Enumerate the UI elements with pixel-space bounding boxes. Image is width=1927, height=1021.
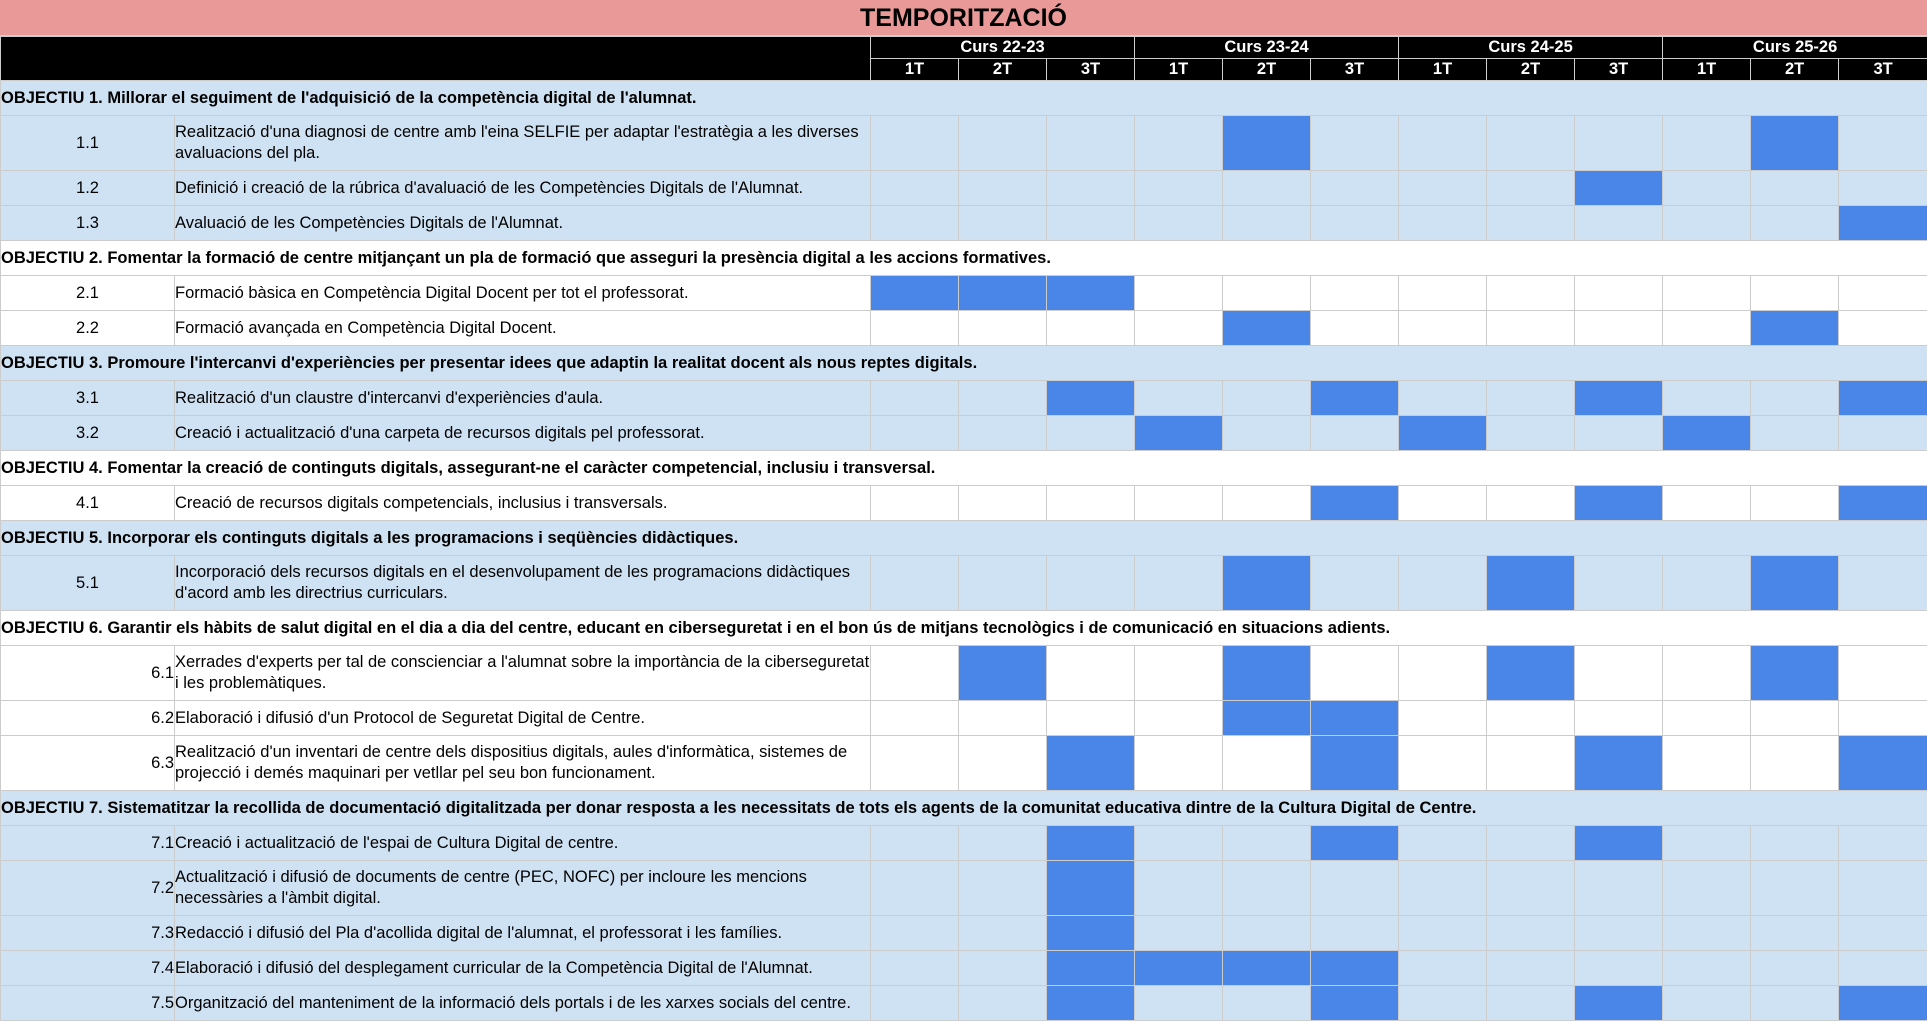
term-header[interactable]: 1T xyxy=(871,59,959,81)
term-header[interactable]: 3T xyxy=(1311,59,1399,81)
scheduled-cell[interactable] xyxy=(1487,556,1575,611)
empty-cell[interactable] xyxy=(959,986,1047,1021)
action-number[interactable]: 6.3 xyxy=(1,736,175,791)
scheduled-cell[interactable] xyxy=(1311,381,1399,416)
action-row xyxy=(1,951,1927,986)
action-number[interactable]: 2.2 xyxy=(1,311,175,346)
action-description[interactable]: Incorporació dels recursos digitals en el desenvolupament de les programacions didàctiques d'acord amb les directrius curriculars. xyxy=(175,556,871,611)
empty-cell[interactable] xyxy=(1399,701,1487,736)
action-number[interactable]: 3.2 xyxy=(1,416,175,451)
empty-cell[interactable] xyxy=(1575,951,1663,986)
empty-cell[interactable] xyxy=(959,381,1047,416)
empty-cell[interactable] xyxy=(1751,986,1839,1021)
empty-cell[interactable] xyxy=(1663,951,1751,986)
action-description[interactable]: Actualització i difusió de documents de centre (PEC, NOFC) per incloure les mencions necessàries a l'àmbit digital. xyxy=(175,861,871,916)
empty-cell[interactable] xyxy=(871,311,959,346)
empty-cell[interactable] xyxy=(871,381,959,416)
scheduled-cell[interactable] xyxy=(1575,986,1663,1021)
empty-cell[interactable] xyxy=(1663,276,1751,311)
empty-cell[interactable] xyxy=(1751,381,1839,416)
scheduled-cell[interactable] xyxy=(1135,416,1223,451)
course-header[interactable]: Curs 22-23 xyxy=(871,37,1135,59)
empty-cell[interactable] xyxy=(1839,861,1927,916)
empty-cell[interactable] xyxy=(1487,986,1575,1021)
empty-cell[interactable] xyxy=(1751,826,1839,861)
empty-cell[interactable] xyxy=(1223,206,1311,241)
empty-cell[interactable] xyxy=(1399,311,1487,346)
action-description[interactable]: Avaluació de les Competències Digitals de l'Alumnat. xyxy=(175,206,871,241)
objective-label[interactable]: OBJECTIU 6. Garantir els hàbits de salut digital en el dia a dia del centre, educant en ciberseguretat i en el bon ús de mitjans tecnològics i de comunicació en situacions adients. xyxy=(1,611,1927,646)
action-description[interactable]: Formació bàsica en Competència Digital Docent per tot el professorat. xyxy=(175,276,871,311)
empty-cell[interactable] xyxy=(871,171,959,206)
empty-cell[interactable] xyxy=(959,556,1047,611)
empty-cell[interactable] xyxy=(1839,276,1927,311)
scheduled-cell[interactable] xyxy=(1751,311,1839,346)
empty-cell[interactable] xyxy=(1135,206,1223,241)
objective-label[interactable]: OBJECTIU 5. Incorporar els continguts digitals a les programacions i seqüències didàctiques. xyxy=(1,521,1927,556)
action-number[interactable]: 3.1 xyxy=(1,381,175,416)
scheduled-cell[interactable] xyxy=(1839,381,1927,416)
empty-cell[interactable] xyxy=(1223,916,1311,951)
empty-cell[interactable] xyxy=(1399,206,1487,241)
term-header[interactable]: 3T xyxy=(1839,59,1927,81)
scheduled-cell[interactable] xyxy=(1047,736,1135,791)
empty-cell[interactable] xyxy=(959,826,1047,861)
empty-cell[interactable] xyxy=(1839,556,1927,611)
action-row xyxy=(1,861,1927,916)
objective-row xyxy=(1,81,1927,116)
term-header[interactable]: 1T xyxy=(1399,59,1487,81)
action-description[interactable]: Organització del manteniment de la informació dels portals i de les xarxes socials del centre. xyxy=(175,986,871,1021)
action-description[interactable]: Definició i creació de la rúbrica d'avaluació de les Competències Digitals de l'Alumnat. xyxy=(175,171,871,206)
scheduled-cell[interactable] xyxy=(1751,116,1839,171)
empty-cell[interactable] xyxy=(1135,646,1223,701)
scheduled-cell[interactable] xyxy=(1311,951,1399,986)
action-row xyxy=(1,116,1927,171)
empty-cell[interactable] xyxy=(1047,116,1135,171)
empty-cell[interactable] xyxy=(871,736,959,791)
empty-cell[interactable] xyxy=(1663,736,1751,791)
action-number[interactable]: 7.2 xyxy=(1,861,175,916)
scheduled-cell[interactable] xyxy=(1047,986,1135,1021)
empty-cell[interactable] xyxy=(959,736,1047,791)
objective-row xyxy=(1,451,1927,486)
action-number[interactable]: 6.1 xyxy=(1,646,175,701)
empty-cell[interactable] xyxy=(1399,646,1487,701)
scheduled-cell[interactable] xyxy=(1223,556,1311,611)
empty-cell[interactable] xyxy=(1751,171,1839,206)
scheduled-cell[interactable] xyxy=(1751,556,1839,611)
action-number[interactable]: 7.5 xyxy=(1,986,175,1021)
term-header[interactable]: 2T xyxy=(1223,59,1311,81)
empty-cell[interactable] xyxy=(1047,416,1135,451)
empty-cell[interactable] xyxy=(959,951,1047,986)
action-number[interactable]: 4.1 xyxy=(1,486,175,521)
action-description[interactable]: Elaboració i difusió d'un Protocol de Seguretat Digital de Centre. xyxy=(175,701,871,736)
scheduled-cell[interactable] xyxy=(1839,736,1927,791)
empty-cell[interactable] xyxy=(871,826,959,861)
empty-cell[interactable] xyxy=(1839,951,1927,986)
empty-cell[interactable] xyxy=(1751,416,1839,451)
empty-cell[interactable] xyxy=(1223,986,1311,1021)
scheduled-cell[interactable] xyxy=(1575,826,1663,861)
empty-cell[interactable] xyxy=(871,556,959,611)
empty-cell[interactable] xyxy=(1839,826,1927,861)
action-number[interactable]: 1.2 xyxy=(1,171,175,206)
scheduled-cell[interactable] xyxy=(1047,916,1135,951)
empty-cell[interactable] xyxy=(1399,826,1487,861)
empty-cell[interactable] xyxy=(1751,486,1839,521)
empty-cell[interactable] xyxy=(959,916,1047,951)
empty-cell[interactable] xyxy=(871,916,959,951)
scheduled-cell[interactable] xyxy=(1311,701,1399,736)
action-row xyxy=(1,381,1927,416)
empty-cell[interactable] xyxy=(1575,701,1663,736)
empty-cell[interactable] xyxy=(1223,276,1311,311)
empty-cell[interactable] xyxy=(1399,381,1487,416)
course-header[interactable]: Curs 23-24 xyxy=(1135,37,1399,59)
empty-cell[interactable] xyxy=(959,311,1047,346)
scheduled-cell[interactable] xyxy=(1839,486,1927,521)
term-header[interactable]: 2T xyxy=(1487,59,1575,81)
scheduled-cell[interactable] xyxy=(1663,416,1751,451)
action-number[interactable]: 5.1 xyxy=(1,556,175,611)
empty-cell[interactable] xyxy=(959,701,1047,736)
scheduled-cell[interactable] xyxy=(1575,171,1663,206)
scheduled-cell[interactable] xyxy=(871,276,959,311)
empty-cell[interactable] xyxy=(1751,916,1839,951)
action-row xyxy=(1,556,1927,611)
action-row xyxy=(1,646,1927,701)
empty-cell[interactable] xyxy=(871,206,959,241)
action-row xyxy=(1,486,1927,521)
objective-label[interactable]: OBJECTIU 2. Fomentar la formació de centre mitjançant un pla de formació que asseguri la presència digital a les accions formatives. xyxy=(1,241,1927,276)
objective-label[interactable]: OBJECTIU 7. Sistematitzar la recollida de documentació digitalitzada per donar resposta a les necessitats de tots els agents de la comunitat educativa dintre de la Cultura Digital de Centre. xyxy=(1,791,1927,826)
empty-cell[interactable] xyxy=(871,416,959,451)
empty-cell[interactable] xyxy=(1663,861,1751,916)
action-number[interactable]: 7.3 xyxy=(1,916,175,951)
empty-cell[interactable] xyxy=(1399,916,1487,951)
action-row xyxy=(1,701,1927,736)
course-header[interactable]: Curs 25-26 xyxy=(1663,37,1927,59)
empty-cell[interactable] xyxy=(1663,646,1751,701)
empty-cell[interactable] xyxy=(1487,861,1575,916)
empty-cell[interactable] xyxy=(959,206,1047,241)
empty-cell[interactable] xyxy=(1487,116,1575,171)
action-row xyxy=(1,276,1927,311)
empty-cell[interactable] xyxy=(1487,826,1575,861)
empty-cell[interactable] xyxy=(1487,701,1575,736)
empty-cell[interactable] xyxy=(1751,276,1839,311)
action-description[interactable]: Realització d'un inventari de centre dels dispositius digitals, aules d'informàtica, sistemes de projecció i demés maquinari per vetllar pel seu bon funcionament. xyxy=(175,736,871,791)
empty-cell[interactable] xyxy=(871,951,959,986)
empty-cell[interactable] xyxy=(1487,916,1575,951)
objective-label[interactable]: OBJECTIU 4. Fomentar la creació de continguts digitals, assegurant-ne el caràcter competencial, inclusiu i transversal. xyxy=(1,451,1927,486)
empty-cell[interactable] xyxy=(959,416,1047,451)
action-description[interactable]: Xerrades d'experts per tal de conscienciar a l'alumnat sobre la importància de la ciberseguretat i les problemàtiques. xyxy=(175,646,871,701)
empty-cell[interactable] xyxy=(1487,276,1575,311)
empty-cell[interactable] xyxy=(1751,736,1839,791)
empty-cell[interactable] xyxy=(1223,826,1311,861)
term-header[interactable]: 1T xyxy=(1663,59,1751,81)
header-corner xyxy=(1,37,871,81)
empty-cell[interactable] xyxy=(1311,646,1399,701)
empty-cell[interactable] xyxy=(1135,311,1223,346)
empty-cell[interactable] xyxy=(1311,416,1399,451)
scheduled-cell[interactable] xyxy=(1311,826,1399,861)
objective-label[interactable]: OBJECTIU 3. Promoure l'intercanvi d'experiències per presentar idees que adaptin la realitat docent als nous reptes digitals. xyxy=(1,346,1927,381)
scheduled-cell[interactable] xyxy=(1399,416,1487,451)
empty-cell[interactable] xyxy=(1663,986,1751,1021)
empty-cell[interactable] xyxy=(1311,206,1399,241)
empty-cell[interactable] xyxy=(1399,486,1487,521)
empty-cell[interactable] xyxy=(1047,556,1135,611)
empty-cell[interactable] xyxy=(1575,116,1663,171)
action-description[interactable]: Redacció i difusió del Pla d'acollida digital de l'alumnat, el professorat i les famílies. xyxy=(175,916,871,951)
action-description[interactable]: Elaboració i difusió del desplegament curricular de la Competència Digital de l'Alumnat. xyxy=(175,951,871,986)
empty-cell[interactable] xyxy=(959,116,1047,171)
empty-cell[interactable] xyxy=(1751,951,1839,986)
empty-cell[interactable] xyxy=(959,486,1047,521)
action-number[interactable]: 1.1 xyxy=(1,116,175,171)
empty-cell[interactable] xyxy=(1663,916,1751,951)
action-description[interactable]: Realització d'un claustre d'intercanvi d'experiències d'aula. xyxy=(175,381,871,416)
empty-cell[interactable] xyxy=(1399,276,1487,311)
empty-cell[interactable] xyxy=(1575,416,1663,451)
empty-cell[interactable] xyxy=(1575,206,1663,241)
action-description[interactable]: Creació de recursos digitals competencials, inclusius i transversals. xyxy=(175,486,871,521)
scheduled-cell[interactable] xyxy=(1223,646,1311,701)
empty-cell[interactable] xyxy=(1575,311,1663,346)
action-description[interactable]: Creació i actualització d'una carpeta de recursos digitals pel professorat. xyxy=(175,416,871,451)
empty-cell[interactable] xyxy=(1047,646,1135,701)
empty-cell[interactable] xyxy=(1135,276,1223,311)
empty-cell[interactable] xyxy=(1135,986,1223,1021)
scheduled-cell[interactable] xyxy=(1135,951,1223,986)
empty-cell[interactable] xyxy=(959,861,1047,916)
term-header[interactable]: 3T xyxy=(1047,59,1135,81)
empty-cell[interactable] xyxy=(1223,381,1311,416)
empty-cell[interactable] xyxy=(1047,486,1135,521)
scheduled-cell[interactable] xyxy=(959,646,1047,701)
empty-cell[interactable] xyxy=(1663,486,1751,521)
empty-cell[interactable] xyxy=(1399,861,1487,916)
objective-row xyxy=(1,611,1927,646)
scheduled-cell[interactable] xyxy=(1311,986,1399,1021)
scheduled-cell[interactable] xyxy=(1575,736,1663,791)
empty-cell[interactable] xyxy=(1487,206,1575,241)
term-header[interactable]: 2T xyxy=(1751,59,1839,81)
empty-cell[interactable] xyxy=(1135,826,1223,861)
term-header[interactable]: 1T xyxy=(1135,59,1223,81)
empty-cell[interactable] xyxy=(1399,951,1487,986)
empty-cell[interactable] xyxy=(1839,646,1927,701)
empty-cell[interactable] xyxy=(871,701,959,736)
empty-cell[interactable] xyxy=(1135,736,1223,791)
scheduled-cell[interactable] xyxy=(1311,736,1399,791)
empty-cell[interactable] xyxy=(1311,276,1399,311)
scheduled-cell[interactable] xyxy=(1223,951,1311,986)
empty-cell[interactable] xyxy=(1663,206,1751,241)
empty-cell[interactable] xyxy=(1487,951,1575,986)
scheduled-cell[interactable] xyxy=(1047,826,1135,861)
scheduled-cell[interactable] xyxy=(1047,861,1135,916)
empty-cell[interactable] xyxy=(1223,736,1311,791)
action-row xyxy=(1,206,1927,241)
empty-cell[interactable] xyxy=(1311,116,1399,171)
empty-cell[interactable] xyxy=(1135,701,1223,736)
empty-cell[interactable] xyxy=(1047,311,1135,346)
course-header[interactable]: Curs 24-25 xyxy=(1399,37,1663,59)
empty-cell[interactable] xyxy=(1311,171,1399,206)
action-number[interactable]: 7.4 xyxy=(1,951,175,986)
empty-cell[interactable] xyxy=(1135,116,1223,171)
empty-cell[interactable] xyxy=(1663,826,1751,861)
scheduled-cell[interactable] xyxy=(1223,116,1311,171)
empty-cell[interactable] xyxy=(871,861,959,916)
scheduled-cell[interactable] xyxy=(1839,206,1927,241)
empty-cell[interactable] xyxy=(1223,416,1311,451)
empty-cell[interactable] xyxy=(1663,701,1751,736)
empty-cell[interactable] xyxy=(1839,116,1927,171)
empty-cell[interactable] xyxy=(1751,701,1839,736)
empty-cell[interactable] xyxy=(959,171,1047,206)
scheduled-cell[interactable] xyxy=(1487,646,1575,701)
empty-cell[interactable] xyxy=(1575,556,1663,611)
timeline-table xyxy=(0,36,1927,1021)
empty-cell[interactable] xyxy=(1487,381,1575,416)
course-header-row xyxy=(1,37,1927,59)
empty-cell[interactable] xyxy=(1399,736,1487,791)
empty-cell[interactable] xyxy=(1135,486,1223,521)
empty-cell[interactable] xyxy=(1839,171,1927,206)
scheduled-cell[interactable] xyxy=(959,276,1047,311)
scheduled-cell[interactable] xyxy=(1047,951,1135,986)
action-description[interactable]: Realització d'una diagnosi de centre amb l'eina SELFIE per adaptar l'estratègia a les diverses avaluacions del pla. xyxy=(175,116,871,171)
action-number[interactable]: 7.1 xyxy=(1,826,175,861)
action-number[interactable]: 2.1 xyxy=(1,276,175,311)
scheduled-cell[interactable] xyxy=(1047,276,1135,311)
action-row xyxy=(1,311,1927,346)
action-number[interactable]: 1.3 xyxy=(1,206,175,241)
empty-cell[interactable] xyxy=(1399,986,1487,1021)
term-header[interactable]: 2T xyxy=(959,59,1047,81)
empty-cell[interactable] xyxy=(1663,381,1751,416)
action-row xyxy=(1,916,1927,951)
empty-cell[interactable] xyxy=(1135,381,1223,416)
objective-row xyxy=(1,791,1927,826)
empty-cell[interactable] xyxy=(1663,556,1751,611)
empty-cell[interactable] xyxy=(1311,916,1399,951)
scheduled-cell[interactable] xyxy=(1575,381,1663,416)
empty-cell[interactable] xyxy=(1839,701,1927,736)
scheduled-cell[interactable] xyxy=(1839,986,1927,1021)
empty-cell[interactable] xyxy=(1223,486,1311,521)
empty-cell[interactable] xyxy=(1839,916,1927,951)
action-row xyxy=(1,986,1927,1021)
empty-cell[interactable] xyxy=(1487,311,1575,346)
empty-cell[interactable] xyxy=(1399,116,1487,171)
empty-cell[interactable] xyxy=(1047,701,1135,736)
sheet-title: TEMPORITZACIÓ xyxy=(0,0,1927,36)
action-row xyxy=(1,171,1927,206)
empty-cell[interactable] xyxy=(1047,206,1135,241)
empty-cell[interactable] xyxy=(1751,206,1839,241)
objective-label[interactable]: OBJECTIU 1. Millorar el seguiment de l'adquisició de la competència digital de l'alumnat. xyxy=(1,81,1927,116)
empty-cell[interactable] xyxy=(871,486,959,521)
action-row xyxy=(1,826,1927,861)
empty-cell[interactable] xyxy=(1399,556,1487,611)
term-header[interactable]: 3T xyxy=(1575,59,1663,81)
empty-cell[interactable] xyxy=(871,646,959,701)
empty-cell[interactable] xyxy=(1487,416,1575,451)
empty-cell[interactable] xyxy=(1135,861,1223,916)
empty-cell[interactable] xyxy=(1135,556,1223,611)
empty-cell[interactable] xyxy=(1663,311,1751,346)
empty-cell[interactable] xyxy=(1487,486,1575,521)
action-description[interactable]: Creació i actualització de l'espai de Cultura Digital de centre. xyxy=(175,826,871,861)
empty-cell[interactable] xyxy=(1311,861,1399,916)
empty-cell[interactable] xyxy=(1399,171,1487,206)
empty-cell[interactable] xyxy=(1663,116,1751,171)
empty-cell[interactable] xyxy=(1663,171,1751,206)
objective-row xyxy=(1,346,1927,381)
empty-cell[interactable] xyxy=(1575,916,1663,951)
objective-row xyxy=(1,521,1927,556)
empty-cell[interactable] xyxy=(1575,861,1663,916)
scheduled-cell[interactable] xyxy=(1047,381,1135,416)
empty-cell[interactable] xyxy=(1575,276,1663,311)
action-description[interactable]: Formació avançada en Competència Digital Docent. xyxy=(175,311,871,346)
empty-cell[interactable] xyxy=(1839,416,1927,451)
action-row xyxy=(1,736,1927,791)
empty-cell[interactable] xyxy=(1487,171,1575,206)
empty-cell[interactable] xyxy=(1223,861,1311,916)
empty-cell[interactable] xyxy=(1135,171,1223,206)
empty-cell[interactable] xyxy=(1575,646,1663,701)
action-number[interactable]: 6.2 xyxy=(1,701,175,736)
scheduled-cell[interactable] xyxy=(1223,701,1311,736)
scheduled-cell[interactable] xyxy=(1751,646,1839,701)
scheduled-cell[interactable] xyxy=(1311,486,1399,521)
action-row xyxy=(1,416,1927,451)
empty-cell[interactable] xyxy=(1311,556,1399,611)
empty-cell[interactable] xyxy=(1311,311,1399,346)
empty-cell[interactable] xyxy=(1839,311,1927,346)
empty-cell[interactable] xyxy=(871,986,959,1021)
empty-cell[interactable] xyxy=(1047,171,1135,206)
empty-cell[interactable] xyxy=(1135,916,1223,951)
empty-cell[interactable] xyxy=(1223,171,1311,206)
scheduled-cell[interactable] xyxy=(1575,486,1663,521)
empty-cell[interactable] xyxy=(1751,861,1839,916)
empty-cell[interactable] xyxy=(871,116,959,171)
objective-row xyxy=(1,241,1927,276)
empty-cell[interactable] xyxy=(1487,736,1575,791)
scheduled-cell[interactable] xyxy=(1223,311,1311,346)
